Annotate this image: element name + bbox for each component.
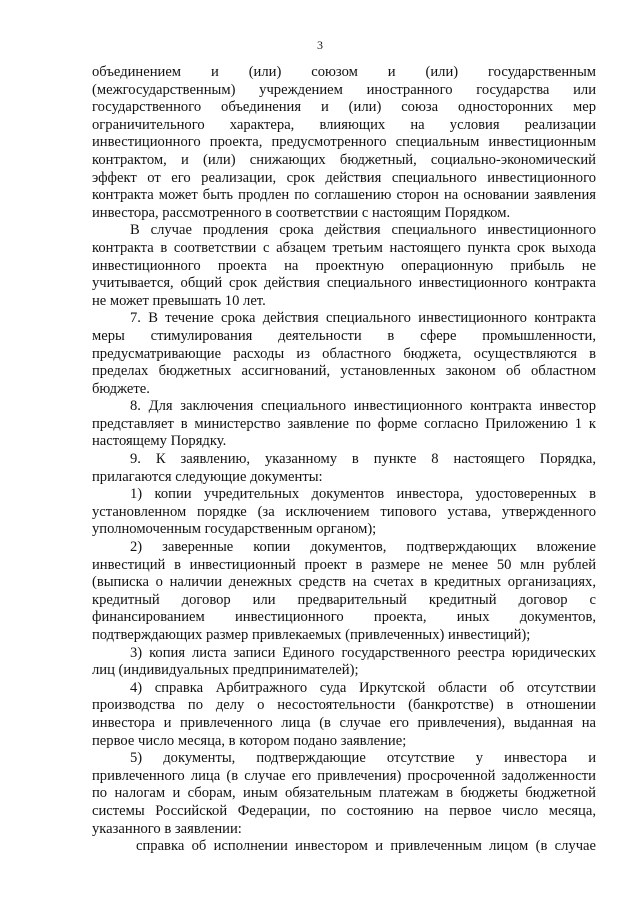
text-line: прилагаются следующие документы: [92,468,323,485]
text-line: предусматривающие расходы из областного бюджета, осуществляются в [92,345,596,362]
text-line: производства по делу о несостоятельности (банкротстве) в отношении [92,697,596,714]
text-line: 2) заверенные копии документов, подтверждающих вложение [130,539,596,556]
text-line: (выписка о наличии денежных средств на счетах в кредитных организациях, [92,574,596,591]
text-line: 7. В течение срока действия специального инвестиционного контракта [130,310,596,327]
page-number: 3 [317,38,323,52]
text-line: эффект от его реализации, срок действия специального инвестиционного [92,169,596,186]
text-line: лиц (индивидуальных предпринимателей); [92,662,359,679]
text-line: контрактом, и (или) снижающих бюджетный, социально-экономический [92,151,596,168]
text-line: установленном порядке (за исключением типового устава, утвержденного [92,503,596,520]
text-line: инвестора и привлеченного лица (в случае его привлечения), выданная на [92,714,596,731]
text-line: справка об исполнении инвестором и привлеченным лицом (в случае [136,838,596,855]
text-line: бюджете. [92,380,150,397]
text-line: по налогам и сборам, иным обязательным платежам в бюджеты бюджетной [92,785,596,802]
text-line: подтверждающих размер привлекаемых (привлеченных) инвестиций); [92,627,531,643]
text-line: ограничительного характера, влияющих на условия реализации [92,116,596,133]
text-line: инвестора, рассмотренного в соответствии с настоящим Порядком. [92,204,511,221]
text-line: инвестиционного проекта, предусмотренного специальным инвестиционным [92,134,596,151]
document-body [92,64,596,856]
text-line: привлеченного лица (в случае его привлечения) просроченной задолженности [92,767,596,784]
text-line: (межгосударственным) учреждением иностранного государства или [92,81,596,98]
text-line: государственного объединения и (или) союза односторонних мер [92,99,596,116]
text-line: кредитный договор или предварительный кредитный договор с [92,591,596,608]
text-line: 1) копии учредительных документов инвестора, удостоверенных в [130,486,596,503]
text-line: первое число месяца, в котором подано заявление; [92,732,407,749]
text-line: объединением и (или) союзом и (или) государственным [92,64,596,80]
text-line: не может превышать 10 лет. [92,292,266,309]
text-line: уполномоченным государственным органом); [92,521,377,538]
text-line: учитывается, общий срок действия специального инвестиционного контракта [92,275,596,292]
text-line: 8. Для заключения специального инвестиционного контракта инвестор [130,398,596,415]
text-line: 5) документы, подтверждающие отсутствие у инвестора и [130,750,596,767]
text-line: меры стимулирования деятельности в сфере промышленности, [92,327,596,344]
text-line: настоящему Порядку. [92,433,227,450]
text-line: пределах бюджетных ассигнований, установленных законом об областном [92,363,596,380]
text-line: системы Российской Федерации, по состоянию на первое число месяца, [92,802,596,819]
text-line: финансированием инвестиционного проекта, иных документов, [92,609,596,626]
text-line: контракта может быть продлен по соглашению сторон на основании заявления [92,187,596,204]
text-line: указанного в заявлении: [92,820,242,837]
text-line: представляет в министерство заявление по форме согласно Приложению 1 к [92,415,596,432]
text-line: 9. К заявлению, указанному в пункте 8 настоящего Порядка, [130,451,596,468]
text-line: инвестиций в инвестиционный проект в размере не менее 50 млн рублей [92,556,596,573]
text-line: 4) справка Арбитражного суда Иркутской области об отсутствии [130,679,596,696]
text-line: 3) копия листа записи Единого государственного реестра юридических [130,644,596,661]
text-line: инвестиционного проекта на проектную операционную прибыль не [92,257,596,274]
text-line: В случае продления срока действия специального инвестиционного [130,222,596,239]
text-line: контракта в соответствии с абзацем третьим настоящего пункта срок выхода [92,239,596,256]
